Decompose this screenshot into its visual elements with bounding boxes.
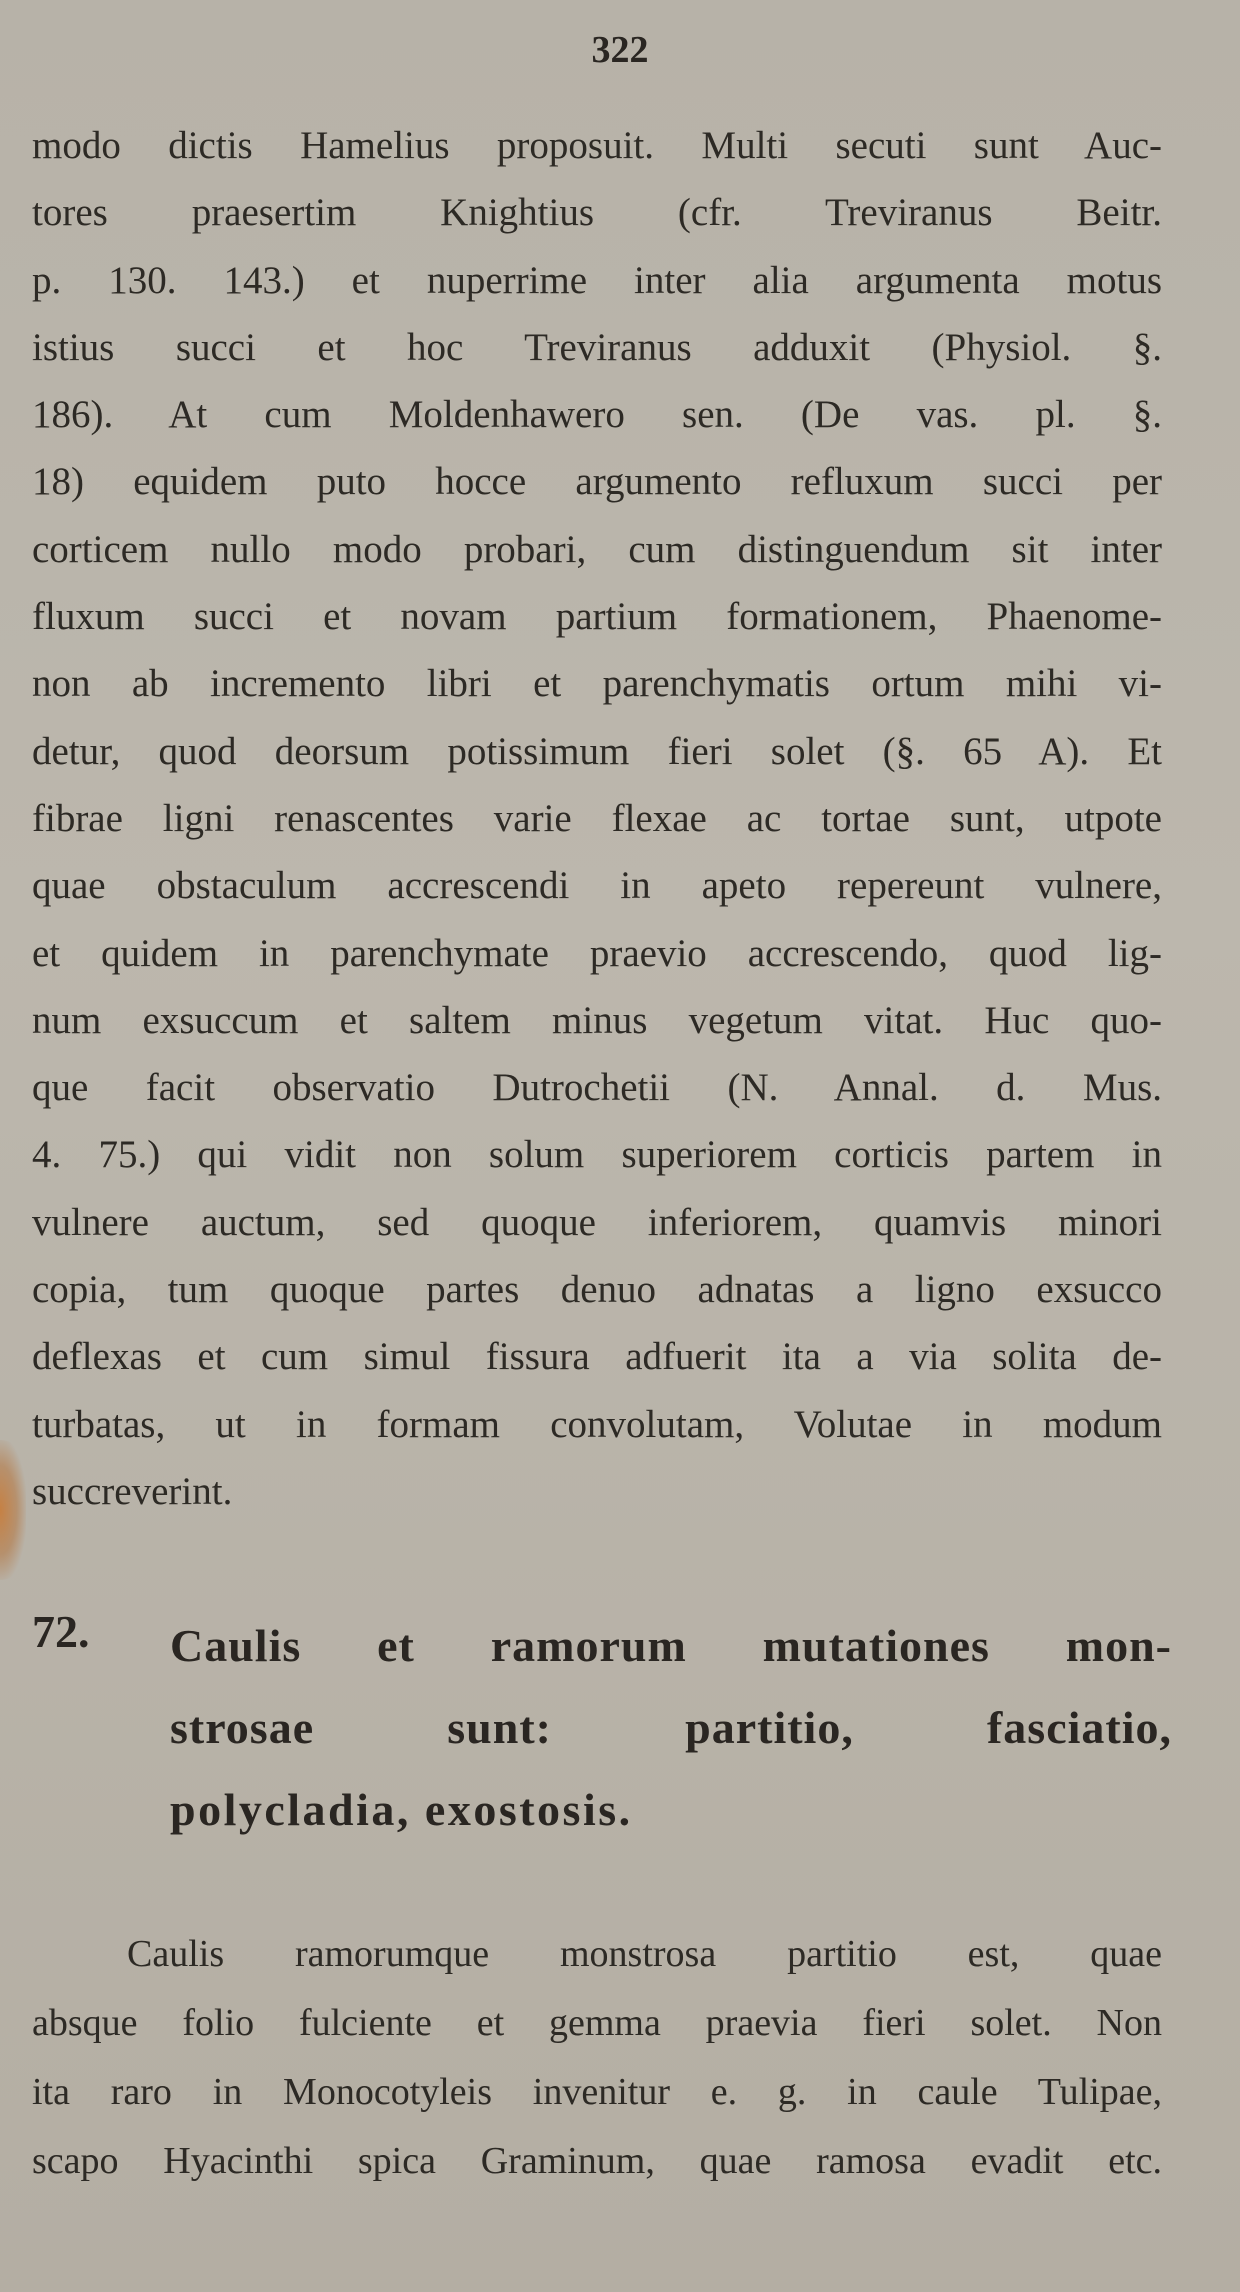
text-line: succreverint. bbox=[32, 1469, 233, 1513]
text-line: fibrae ligni renascentes varie flexae ac tortae sunt, utpote bbox=[32, 796, 1162, 840]
text-line: copia, tum quoque partes denuo adnatas a ligno exsucco bbox=[32, 1268, 1162, 1312]
section-heading bbox=[32, 1605, 1172, 1851]
section-number: 72. bbox=[32, 1606, 90, 1657]
text-line: Caulis ramorumque monstrosa partitio est, quae bbox=[127, 1933, 1162, 1975]
text-line: absque folio fulciente et gemma praevia fieri solet. Non bbox=[32, 2002, 1162, 2044]
text-line: modo dictis Hamelius proposuit. Multi secuti sunt Auc- bbox=[32, 124, 1162, 167]
text-line: tores praesertim Knightius (cfr. Treviranus Beitr. bbox=[32, 191, 1162, 235]
text-line: detur, quod deorsum potissimum fieri solet (§. 65 A). Et bbox=[32, 729, 1162, 773]
paragraph-2 bbox=[32, 1920, 1162, 2196]
text-line: scapo Hyacinthi spica Graminum, quae ramosa evadit etc. bbox=[32, 2140, 1162, 2182]
text-line: 186). At cum Moldenhawero sen. (De vas. pl. §. bbox=[32, 393, 1162, 437]
text-line: deflexas et cum simul fissura adfuerit ita a via solita de- bbox=[32, 1335, 1162, 1379]
text-line: et quidem in parenchymate praevio accrescendo, quod lig- bbox=[32, 931, 1162, 975]
text-line: que facit observatio Dutrochetii (N. Annal. d. Mus. bbox=[32, 1066, 1162, 1110]
heading-line: strosae sunt: partitio, fasciatio, bbox=[170, 1702, 1172, 1753]
text-line: quae obstaculum accrescendi in apeto repereunt vulnere, bbox=[32, 864, 1162, 908]
text-line: turbatas, ut in formam convolutam, Volutae in modum bbox=[32, 1402, 1162, 1446]
text-line: 4. 75.) qui vidit non solum superiorem corticis partem in bbox=[32, 1133, 1162, 1177]
text-line: fluxum succi et novam partium formationem, Phaenome- bbox=[32, 595, 1162, 639]
page-stain bbox=[0, 1440, 26, 1580]
text-line: num exsuccum et saltem minus vegetum vitat. Huc quo- bbox=[32, 998, 1162, 1042]
text-line: 18) equidem puto hocce argumento refluxum succi per bbox=[32, 460, 1162, 504]
text-line: ita raro in Monocotyleis invenitur e. g. in caule Tulipae, bbox=[32, 2071, 1162, 2113]
text-line: non ab incremento libri et parenchymatis ortum mihi vi- bbox=[32, 662, 1162, 706]
text-line: vulnere auctum, sed quoque inferiorem, quamvis minori bbox=[32, 1200, 1162, 1244]
page-number: 322 bbox=[591, 29, 649, 71]
text-line: corticem nullo modo probari, cum distinguendum sit inter bbox=[32, 527, 1162, 571]
heading-line: Caulis et ramorum mutationes mon- bbox=[170, 1620, 1172, 1671]
text-line: istius succi et hoc Treviranus adduxit (Physiol. §. bbox=[32, 325, 1162, 369]
text-line: p. 130. 143.) et nuperrime inter alia argumenta motus bbox=[32, 258, 1162, 302]
paragraph-1 bbox=[32, 112, 1162, 1525]
heading-line: polycladia, exostosis. bbox=[170, 1784, 633, 1835]
